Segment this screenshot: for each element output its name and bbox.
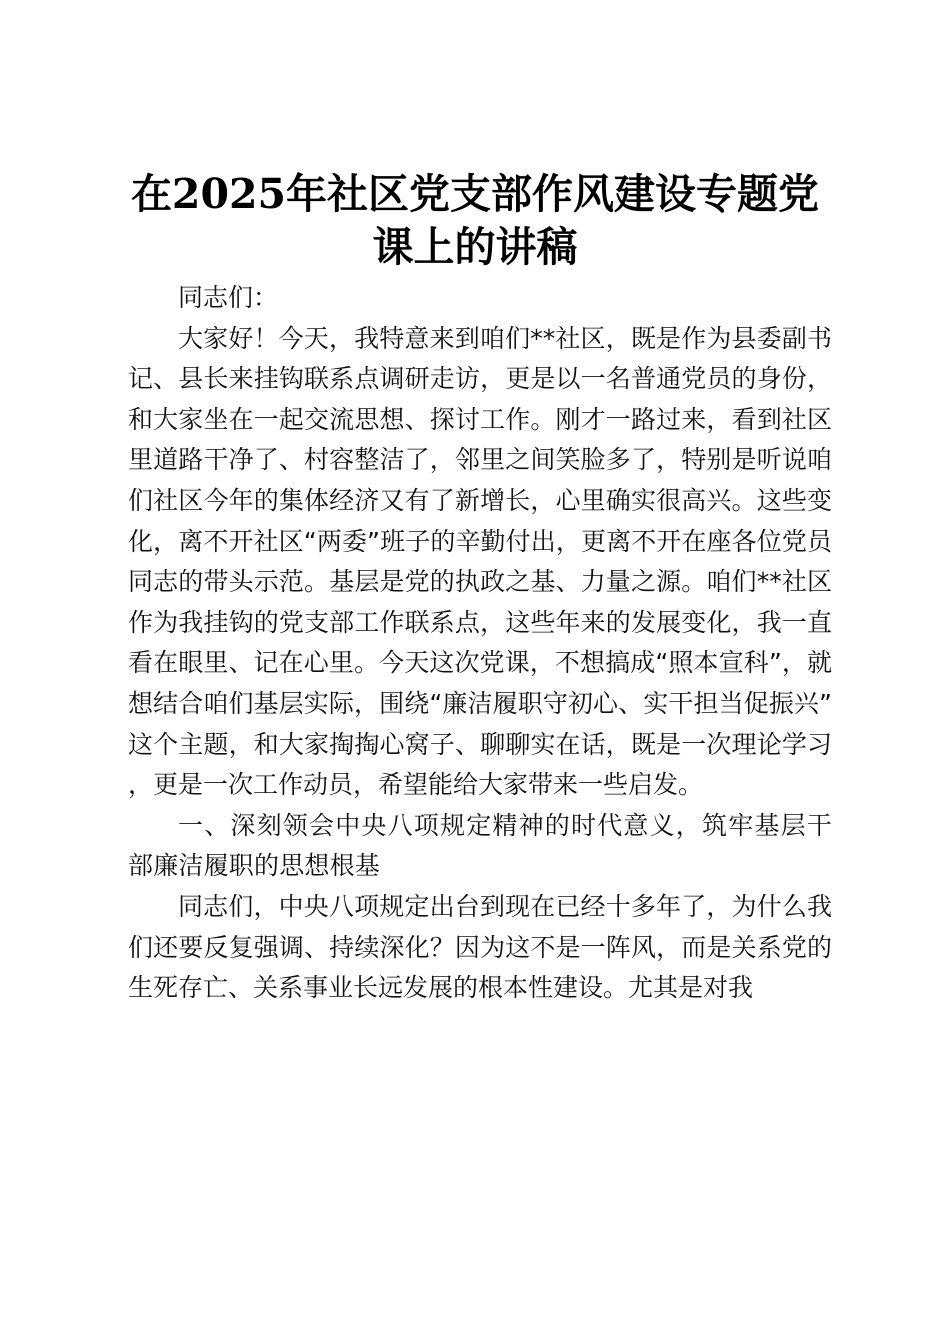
salutation-paragraph: 同志们： bbox=[178, 283, 279, 312]
section-paragraph: 同志们，中央八项规定出台到现在已经十多年了，为什么我们还要反复强调、持续深化？因为这不是一阵风，而是关系党的生死存亡、关系事业长远发展的根本性建设。尤其是对我 bbox=[128, 891, 832, 1003]
document-title: 在2025年社区党支部作风建设专题党课上的讲稿 bbox=[130, 170, 820, 271]
opening-paragraph: 大家好！今天，我特意来到咱们**社区，既是作为县委副书记、县长来挂钩联系点调研走访，更是以一名普通党员的身份，和大家坐在一起交流思想、探讨工作。刚才一路过来，看到社区里道路干净了、村容整洁了，邻里之间笑脸多了，特别是听说咱们社区今年的集体经济又有了新增长，心里确实很高兴。这些变化，离不开社区“两委”班子的辛勤付出，更离不开在座各位党员同志的带头示范。基层是党的执政之基、力量之源。咱们**社区作为我挂钩的党支部工作联系点，这些年来的发展变化，我一直看在眼里、记在心里。今天这次党课，不想搞成“照本宣科”，就想结合咱们基层实际，围绕“廉洁履职守初心、实干担当促振兴”这个主题，和大家掏掏心窝子、聊聊实在话，既是一次理论学习，更是一次工作动员，希望能给大家带来一些启发。 bbox=[128, 323, 832, 800]
section-heading: 一、深刻领会中央八项规定精神的时代意义，筑牢基层干部廉洁履职的思想根基 bbox=[128, 810, 832, 881]
document-body bbox=[128, 278, 832, 1009]
